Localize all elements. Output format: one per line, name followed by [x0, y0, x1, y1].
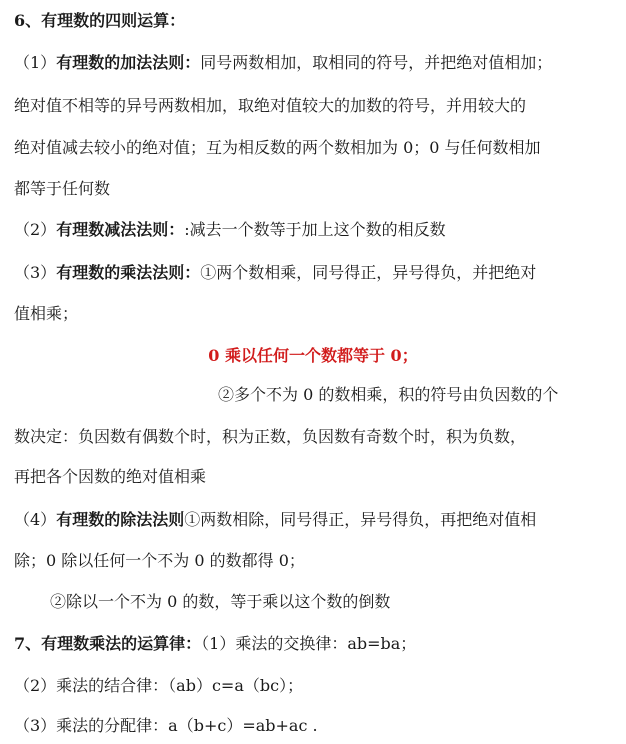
section6-heading: 6、有理数的四则运算：: [14, 11, 186, 30]
sub-rule-line: [14, 219, 614, 241]
div-rule-text1: ①两数相除，同号得正，异号得负，再把绝对值相: [184, 510, 537, 529]
div-rule-line1: [14, 509, 614, 531]
mul-rule-line4: 数决定：负因数有偶数个时，积为正数，负因数有奇数个时，积为负数，: [14, 427, 527, 446]
add-rule-line4: 都等于任何数: [14, 179, 111, 198]
mul-rule-line3: ②多个不为 0 的数相乘，积的符号由负因数的个: [218, 385, 559, 404]
mul-rule-line5: 再把各个因数的绝对值相乘: [14, 467, 207, 486]
associative-law: （2）乘法的结合律：（ab）c=a（bc）；: [14, 676, 304, 695]
add-rule-number: （1）: [14, 53, 57, 72]
div-rule-title: 有理数的除法法则: [56, 510, 185, 529]
add-rule-line3: 绝对值减去较小的绝对值；互为相反数的两个数相加为 0；0 与任何数相加: [14, 138, 541, 157]
mul-rule-line1: [14, 262, 614, 284]
div-rule-line3: ②除以一个不为 0 的数，等于乘以这个数的倒数: [50, 592, 391, 611]
mul-rule-text1: ①两个数相乘，同号得正，异号得负，并把绝对: [200, 263, 537, 282]
sub-rule-title: 有理数减法法则：: [56, 220, 185, 239]
zero-product-highlight: 0 乘以任何一个数都等于 0；: [208, 346, 418, 365]
mul-rule-number: （3）: [14, 263, 57, 282]
mul-rule-title: 有理数的乘法法则：: [56, 263, 201, 282]
add-rule-title: 有理数的加法法则：: [56, 53, 201, 72]
distributive-law: （3）乘法的分配律：a（b+c）=ab+ac .: [14, 716, 318, 735]
section7-heading: 7、有理数乘法的运算律：: [14, 634, 202, 653]
add-rule-line2: 绝对值不相等的异号两数相加，取绝对值较大的加数的符号，并用较大的: [14, 96, 527, 115]
sub-rule-text: :减去一个数等于加上这个数的相反数: [184, 220, 446, 239]
add-rule-text1: 同号两数相加，取相同的符号，并把绝对值相加；: [200, 53, 553, 72]
add-rule-line1: [14, 52, 614, 74]
div-rule-line2: 除；0 除以任何一个不为 0 的数都得 0；: [14, 551, 305, 570]
div-rule-number: （4）: [14, 510, 57, 529]
mul-rule-line2: 值相乘；: [14, 304, 79, 323]
section7-line1: [14, 633, 614, 655]
commutative-law: （1）乘法的交换律：ab=ba；: [201, 634, 417, 653]
sub-rule-number: （2）: [14, 220, 57, 239]
